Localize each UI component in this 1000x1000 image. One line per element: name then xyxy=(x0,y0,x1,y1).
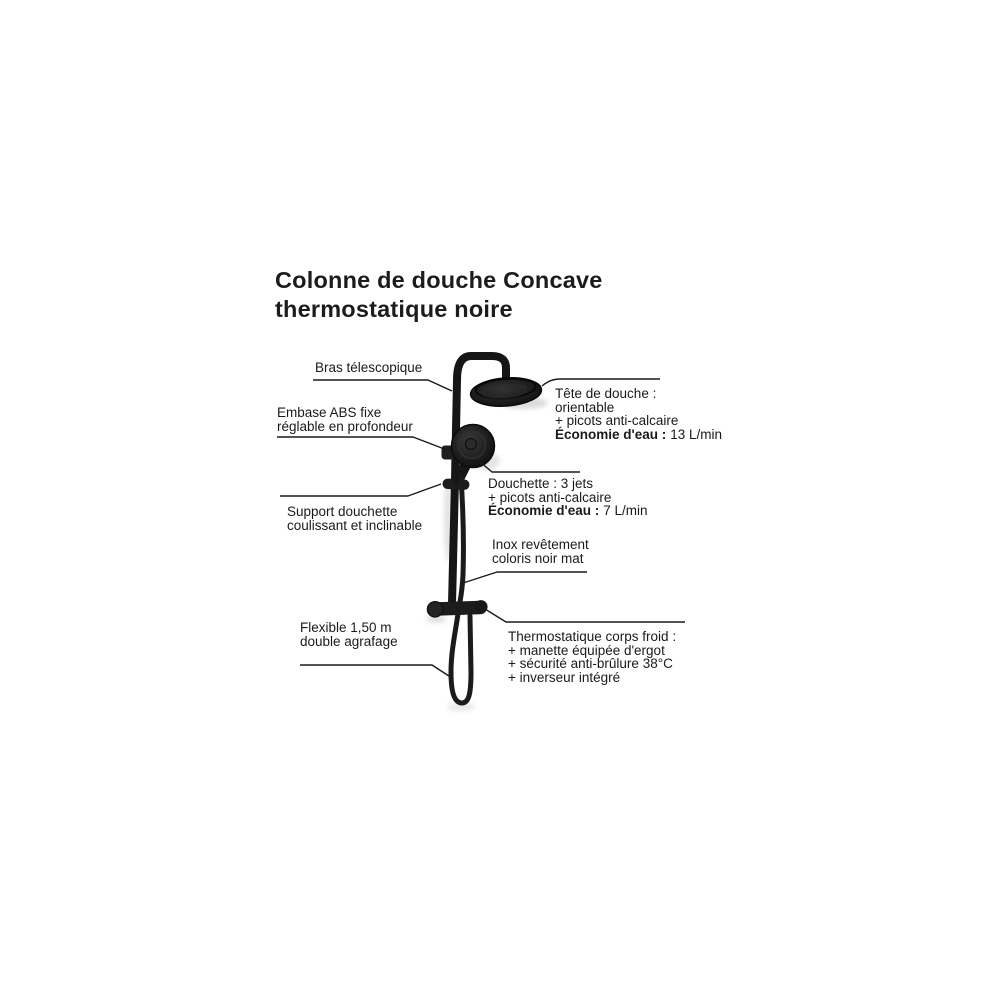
label-bras-line1: Bras télescopique xyxy=(315,360,423,375)
label-douchette-eco-value: 7 L/min xyxy=(603,503,648,519)
label-thermo-line4: + inverseur intégré xyxy=(508,669,621,685)
hand-shower xyxy=(452,425,495,481)
label-douchette xyxy=(488,477,648,518)
label-thermostatique xyxy=(508,630,676,684)
label-tete-eco-bold: Économie d'eau : xyxy=(555,426,667,442)
label-thermo-line3: + sécurité anti-brûlure 38°C xyxy=(508,656,673,672)
label-bras-telescopique xyxy=(315,361,422,375)
label-douchette-line2: + picots anti-calcaire xyxy=(488,489,612,505)
label-inox-revetement xyxy=(492,538,589,565)
label-tete-line2: orientable xyxy=(555,399,615,415)
label-tete-eco xyxy=(555,428,722,442)
callout-line-embase xyxy=(277,437,447,450)
label-inox-line1: Inox revêtement xyxy=(492,537,589,552)
label-thermo-line2: + manette équipée d'ergot xyxy=(508,642,665,658)
label-flexible-line1: Flexible 1,50 m xyxy=(300,620,392,635)
label-douchette-line1: Douchette : 3 jets xyxy=(488,476,594,491)
label-embase-abs xyxy=(277,406,413,433)
label-tete-line3: + picots anti-calcaire xyxy=(555,413,679,429)
label-thermo-line1: Thermostatique corps froid : xyxy=(508,629,677,644)
page-title-line1: Colonne de douche Concave xyxy=(275,267,603,293)
callout-line-flexible xyxy=(300,665,452,678)
page-title-line2: thermostatique noire xyxy=(275,295,513,322)
callout-line-bras xyxy=(313,380,452,391)
label-tete-eco-value: 13 L/min xyxy=(670,426,723,442)
callout-line-support xyxy=(280,484,441,496)
callout-line-inox xyxy=(460,572,587,584)
label-embase-line1: Embase ABS fixe xyxy=(277,405,382,420)
label-flexible xyxy=(300,621,398,648)
callout-line-thermo xyxy=(485,609,685,622)
label-douchette-eco xyxy=(488,504,648,518)
label-tete-line1: Tête de douche : xyxy=(555,386,657,401)
label-flexible-line2: double agrafage xyxy=(300,633,398,649)
label-support-douchette xyxy=(287,505,422,532)
label-support-line1: Support douchette xyxy=(287,504,398,519)
callout-line-tete xyxy=(542,379,660,386)
label-support-line2: coulissant et inclinable xyxy=(287,517,423,533)
label-douchette-eco-bold: Économie d'eau : xyxy=(488,503,600,519)
label-tete-de-douche xyxy=(555,387,722,441)
label-embase-line2: réglable en profondeur xyxy=(277,418,413,434)
label-inox-line2: coloris noir mat xyxy=(492,550,584,566)
